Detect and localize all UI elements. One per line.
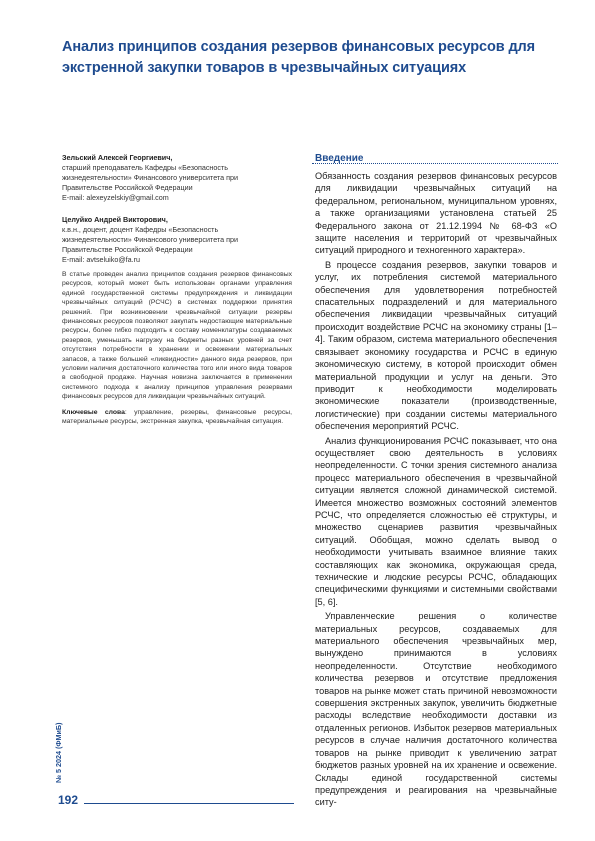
author-name: Зельский Алексей Георгиевич, [62, 153, 173, 162]
keywords-text: : управление, резервы, финансовые ресурсы, материальные ресурсы, экстренная закупка, чрезвычайная ситуация. [62, 408, 292, 426]
author-affiliation-line: жизнедеятельности» Финансового университета при [62, 173, 239, 182]
author-affiliation-line: жизнедеятельности» Финансового университета при [62, 235, 239, 244]
body-text [315, 170, 557, 811]
paragraph: Анализ функционирования РСЧС показывает, что она осуществляет свою деятельность в условиях неопределенности. С точки зрения системного анализа процесс материального обеспечения в чрезвычайной ситуации является сложной динамической системой. Имеется множество возможных состояний элементов РСЧС, что определяется сложностью её структуры, и множество сценариев развития чрезвычайных ситуаций. Обобщая, можно сделать вывод о необходимости учитывать взаимное влияние таких составляющих как экономика, окружающая среда, технические и людские ресурсы РСЧС, обладающих специфическими функциями и системными свойствами [5, 6]. [315, 435, 557, 607]
issue-label-wrap [54, 663, 66, 783]
author-email: E-mail: alexeyzelskiy@gmail.com [62, 193, 169, 202]
paragraph: Обязанность создания резервов финансовых ресурсов для ликвидации чрезвычайных ситуаций на федеральном, региональном, муниципальном уровнях, а также организациями установлена статьей 25 Федерального закона от 21.12.1994 № 68-ФЗ «О защите населения и территорий от чрезвычайных ситуаций природного и техногенного характера». [315, 171, 557, 256]
author-affiliation-line: Правительстве Российской Федерации [62, 245, 193, 254]
author-affiliation-line: Правительстве Российской Федерации [62, 183, 193, 192]
author-email: E-mail: avtseluiko@fa.ru [62, 255, 140, 264]
section-divider [312, 163, 558, 164]
paragraph: Управленческие решения о количестве материальных ресурсов, создаваемых для материального обеспечения чрезвычайных мер, вынуждено принимаются в условиях неопределенности. Отсутствие необходимого количества резервов и отсутствие предложения товаров на рынке может стать причиной невозможности совершения экстренных закупок, увеличить бюджетные расходы вследствие необходимости доставки из отдаленных регионов. Избыток резервов материальных ресурсов в случае наличия достаточного количества товаров на рынке приводит к увеличению затрат бюджетов разных уровней на их хранение и освежение. Склады единой государственной системы предупреждения и реагирования на чрезвычайные ситу- [315, 611, 557, 808]
page-number: 192 [58, 793, 79, 807]
paragraph: В процессе создания резервов, закупки товаров и услуг, их потребления системой материального обеспечения для удовлетворения потребностей спасательных подразделений и для материального обеспечения ликвидации чрезвычайных ситуаций происходит воздействие РСЧС на экономику страны [1–4]. Таким образом, система материального обеспечения связывает экономику государства и РСЧС в единую экономическую систему, в которой происходит обмен материальной продукции и услуг на деньги. Это приводит к необходимости моделировать экономические показатели (производственные, логистические) при создании системы материального обеспечения мероприятий РСЧС. [315, 259, 557, 432]
authors-block [62, 153, 292, 277]
abstract-block [62, 270, 292, 427]
issue-label: № 5 2024 (ФМиБ) [54, 722, 63, 783]
abstract-text: В статье проведен анализ прицнипов создания резервов финансовых ресурсов, который может быть использован органами управления единой государственной системы предупреждения и ликвидации чрезвычайных ситуаций (РСЧС) в системах поддержки принятия решений. При возникновении чрезвычайной ситуации резервы финансовых ресурсов позволяют закупать недостающие материальные ресурсы, более гибко подходить к составу номенклатуры создаваемых резервов, уменьшать нагрузку на бюджеты разных уровней за счет отсутствия потребности в хранении и освежении материальных запасов, а также большей «ликвидности» данного вида резервов, при условии наличия достаточного количества того или иного вида товаров в свободной продаже. Научная новизна заключается в применении системного подхода к анализу принципов управления резервами финансовых ресурсов для ликвидации чрезвычайных ситуаций. [62, 271, 292, 401]
author-affiliation-line: к.в.н., доцент, доцент Кафедры «Безопасность [62, 225, 219, 234]
keywords [62, 408, 292, 427]
article-title: Анализ принципов создания резервов финансовых ресурсов для экстренной закупки товаров в чрезвычайных ситуациях [62, 39, 536, 76]
author-2 [62, 215, 292, 265]
section-heading: Введение [315, 153, 364, 164]
author-name: Целуйко Андрей Викторович, [62, 215, 168, 224]
keywords-label: Ключевые слова [62, 408, 125, 416]
author-1 [62, 153, 292, 203]
author-affiliation-line: старший преподаватель Кафедры «Безопасность [62, 163, 229, 172]
footer-rule [84, 803, 294, 804]
